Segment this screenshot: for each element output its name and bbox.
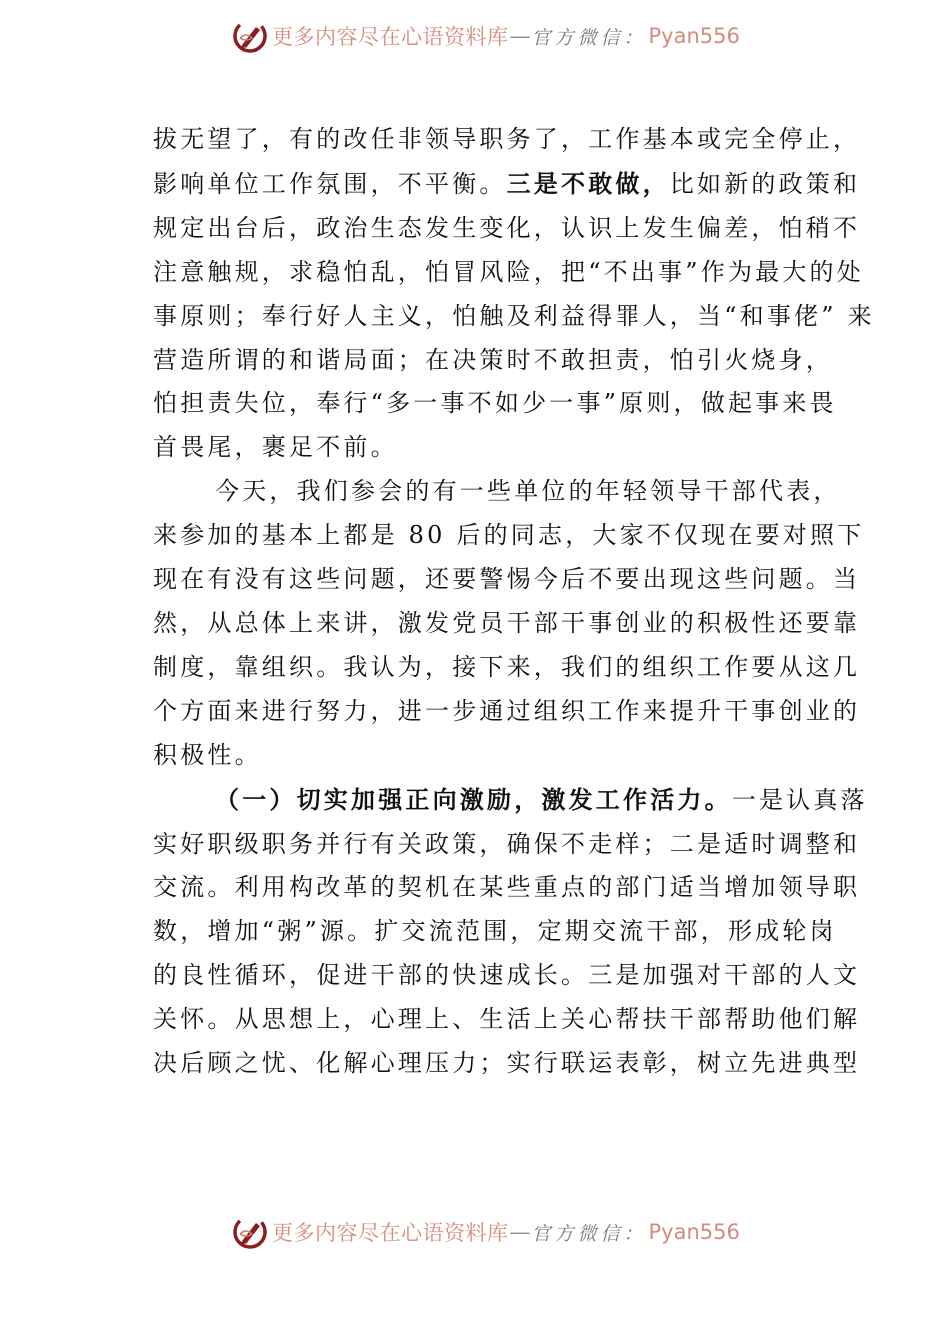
body-text: 决后顾之忧、化解心理压力；实行联运表彰，树立先进典型 [153,1049,861,1078]
body-text: 影响单位工作氛围，不平衡。 [153,169,507,198]
body-text: 怕担责失位，奉行“多一事不如少一事”原则，做起事来畏 [153,389,837,418]
quill-pen-logo-icon [232,1214,268,1250]
text-line [153,339,833,383]
text-line [153,251,864,295]
banner-official-label: 官方微信： [531,1222,647,1245]
bold-heading-text: （一）切实加强正向激励，激发工作活力。 [215,784,732,814]
document-body [153,118,875,1086]
text-line [153,998,861,1042]
body-text: 积极性。 [153,740,262,769]
header-banner [232,16,740,56]
body-text: 交流。利用构改革的契机在某些重点的部门适当增加领导职 [153,873,861,902]
text-line [153,602,861,646]
text-line [153,207,861,251]
body-text: 规定出台后，政治生态发生变化，认识上发生偏差，怕稍不 [153,213,861,242]
text-line [153,558,861,602]
banner-dash: — [509,24,531,48]
body-text: 关怀。从思想上，心理上、生活上关心帮扶干部帮助他们解 [153,1005,861,1034]
body-text: 首畏尾，裹足不前。 [153,433,398,462]
body-text: 一是认真落 [731,785,868,814]
body-text: 的良性循环，促进干部的快速成长。三是加强对干部的人文 [153,961,861,990]
body-text: 现在有没有这些问题，还要警惕今后不要出现这些问题。当 [153,565,861,594]
bold-heading-text: 三是不敢做， [506,168,670,198]
text-line [153,426,818,470]
text-line [153,295,875,339]
body-text: 营造所谓的和谐局面；在决策时不敢担责，怕引火烧身， [153,345,833,374]
banner-wechat-id: Pyan556 [648,1220,740,1244]
banner-wechat-id: Pyan556 [648,24,740,48]
text-line [153,734,818,778]
body-text: 拔无望了，有的改任非领导职务了，工作基本或完全停止， [153,125,861,153]
body-text: 数，增加“粥”源。扩交流范围，定期交流干部，形成轮岗 [153,917,837,946]
body-text: 制度，靠组织。我认为，接下来，我们的组织工作要从这几 [153,652,861,681]
text-line [153,514,865,558]
quill-pen-logo-icon [232,18,268,54]
paragraph [153,470,865,777]
body-text: 事原则；奉行好人主义，怕触及利益得罪人，当“和事佬” 来 [153,301,875,330]
body-text: 今天，我们参会的有一些单位的年轻领导干部代表， [215,477,841,506]
body-text: 来参加的基本上都是 80 后的同志，大家不仅现在要对照下 [153,521,865,550]
text-line [153,690,861,734]
text-line [153,1042,861,1086]
body-text: 然，从总体上来讲，激发党员干部干事创业的积极性还要靠 [153,608,861,637]
body-text: 实好职级职务并行有关政策，确保不走样；二是适时调整和 [153,829,861,858]
banner-official-label: 官方微信： [531,26,647,49]
text-line [153,866,861,910]
text-line [153,382,837,426]
text-line [153,118,861,162]
footer-banner [232,1212,740,1252]
text-line [153,470,841,514]
body-text: 个方面来进行努力，进一步通过组织工作来提升干事创业的 [153,696,861,725]
text-line [153,954,861,998]
body-text: 比如新的政策和 [669,169,861,198]
body-text: 注意触规，求稳怕乱，怕冒风险，把“不出事”作为最大的处 [153,257,864,286]
text-line [153,823,861,867]
text-line [153,910,837,954]
banner-lead-text: 更多内容尽在心语资料库 [272,25,509,49]
banner-dash: — [509,1220,531,1244]
text-line [153,778,868,823]
paragraph [153,778,868,1086]
banner-lead-text: 更多内容尽在心语资料库 [272,1221,509,1245]
text-line [153,162,861,207]
paragraph [153,118,875,470]
text-line [153,646,861,690]
